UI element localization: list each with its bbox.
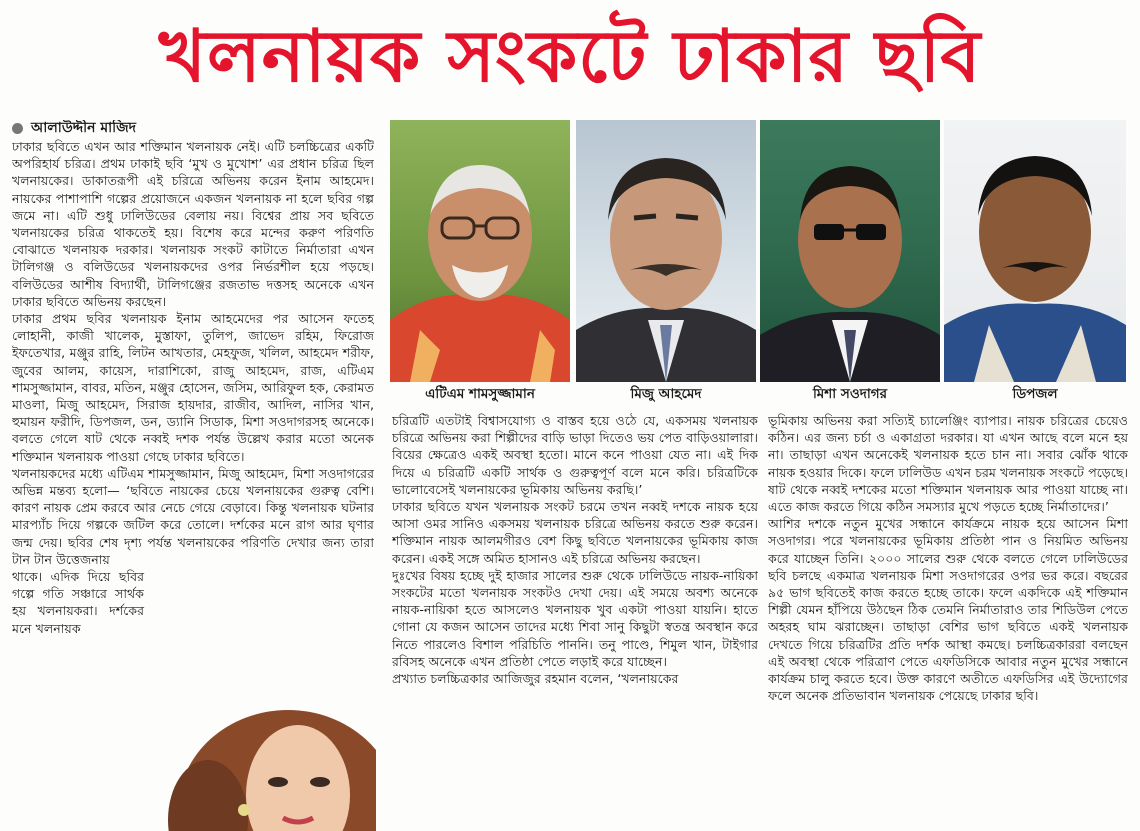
paragraph: ঢাকার ছবিতে যখন খলনায়ক সংকট চরমে তখন নব্বই দশকে নায়ক হয়ে আসা ওমর সানিও একসময় খলনায়ক চরিত্রে অভিনয় করতে শুরু করেন। শক্তিমান নায়ক আলমগীরও বেশ কিছু ছবিতে খলনায়কের ভূমিকায় কাজ করেন। একই সঙ্গে অমিত হাসানও এই চরিত্রে অভিনয় করছেন। (392, 499, 758, 566)
paragraph: ভূমিকায় অভিনয় করা সত্যিই চ্যালেঞ্জিং ব্যাপার। নায়ক চরিত্রের চেয়েও কঠিন। এর জন্য চর্চা ও একাগ্রতা দরকার। যা এখন আছে বলে মনে হয় না। তাছাড়া এখন অনেকেই খলনায়ক হতে চান না। সবার ঝোঁক থাকে নায়ক হওয়ার দিকে। ফলে ঢালিউড এখন চরম খলনায়ক সংকটে পড়েছে। ষাট থেকে নব্বই দশকের মতো শক্তিমান খলনায়ক আর পাওয়া যাচ্ছে না। এতে কাজ করতে গিয়ে কঠিন সমস্যার মুখে পড়তে হচ্ছে নির্মাতাদের।’ (768, 413, 1128, 515)
photo-caption: ডিপজল (1012, 386, 1058, 402)
paragraph: প্রখ্যাত চলচ্চিত্রকার আজিজুর রহমান বলেন, ‘খলনায়কের (392, 671, 679, 687)
photo-miju-ahmed (576, 120, 756, 382)
photo-misha-sawdagor (760, 120, 940, 382)
column-3 (768, 412, 1128, 830)
photo-caption: মিজু আহমেদ (630, 386, 702, 402)
author-name: আলাউদ্দীন মাজিদ (31, 120, 137, 136)
paragraph: খলনায়কদের মধ্যে এটিএম শামসুজ্জামান, মিজু আহমেদ, মিশা সওদাগরের অভিন্ন মন্তব্য হলো— ‘ছবিতে নায়কের চেয়ে খলনায়কের গুরুত্ব বেশি। কারণ নায়ক প্রেম করবে আর নেচে গেয়ে বেড়াবে। কিন্তু খলনায়ক ঘটনার মারপ্যাঁচ দিয়ে গল্পকে জটিল করে তোলে। দর্শকের মনে রাগ আর ঘৃণার জন্ম দেয়। ছবির শেষ দৃশ্য পর্যন্ত খলনায়কের পরিণতি দেখার জন্য তারা টান টান উত্তেজনায় (12, 465, 374, 567)
paragraph: চরিত্রটি এতটাই বিশ্বাসযোগ্য ও বাস্তব হয়ে ওঠে যে, একসময় খলনায়ক চরিত্রে অভিনয় করা শিল্পীদের বাড়ি ভাড়া দিতেও ভয় পেত বাড়িওয়ালারা। বিয়ের ক্ষেত্রেও একই অবস্থা হতো। মানে কনে পাওয়া যেত না। এই দিক দিয়ে এ চরিত্রটি একটি সার্থক ও গুরুত্বপূর্ণ বলে মনে করি। চরিত্রটিকে ভালোবেসেই খলনায়কের ভূমিকায় অভিনয় করছি।’ (392, 413, 758, 497)
man-portrait-image (944, 120, 1126, 382)
photo-atm-shamsuzzaman (390, 120, 570, 382)
paragraph: থাকে। এদিক দিয়ে ছবির গল্পে গতি সঞ্চারে সার্থক হয় খলনায়করা। দর্শকের মনে খলনায়ক (12, 569, 144, 636)
paragraph: আশির দশকে নতুন মুখের সন্ধানে কার্যক্রমে নায়ক হয়ে আসেন মিশা সওদাগর। পরে খলনায়কের ভূমিকায় প্রতিষ্ঠা পান ও নিয়মিত অভিনয় করে যাচ্ছেন তিনি। ২০০০ সালের শুরু থেকে বলতে গেলে ঢালিউডের ছবি চলছে একমাত্র খলনায়ক মিশা সওদাগরের ওপর ভর করে। বছরের ৯৫ ভাগ ছবিতেই কাজ করতে হচ্ছে তাকে। ফলে একদিকে এই শক্তিমান শিল্পী যেমন হাঁপিয়ে উঠছেন ঠিক তেমনি নির্মাতারাও তার শিডিউল পেতে অহরহ ঘাম ঝরাচ্ছেন। তাছাড়া বেশির ভাগ ছবিতে একই খলনায়ক দেখতে গিয়ে চরিত্রটির প্রতি দর্শক আস্থা কমছে। চলচ্চিত্রকাররা বলছেন এই অবস্থা থেকে পরিত্রাণ পেতে এফডিসিকে আবার নতুন মুখের সন্ধানে কার্যক্রম চালু করতে হবে। উক্ত কারণে অতীতে এফডিসির এই উদ্যোগের ফলে অনেক প্রতিভাবান খলনায়ক পেয়েছে ঢাকার ছবি। (768, 516, 1128, 704)
column-2 (392, 412, 758, 830)
man-portrait-image (390, 120, 570, 382)
paragraph: ঢাকার ছবিতে এখন আর শক্তিমান খলনায়ক নেই। এটি চলচ্চিত্রের একটি অপরিহার্য চরিত্র। প্রথম ঢাকাই ছবি ‘মুখ ও মুখোশ’ এর প্রধান চরিত্র ছিল খলনায়কের। ডাকাতরূপী এই চরিত্রে অভিনয় করেন ইনাম আহমেদ। নায়কের পাশাপাশি গল্পের প্রয়োজনে একজন খলনায়ক না হলে ছবির গল্প জমে না। এটি শুধু ঢালিউডের বেলায় নয়। বিশ্বের প্রায় সব ছবিতে খলনায়কের চরিত্র থাকতেই হয়। বিশেষ করে মন্দের করুণ পরিণতি বোঝাতে খলনায়ক দরকার। খলনায়ক সংকট কাটাতে নির্মাতারা এখন টালিগঞ্জ ও বলিউডের খলনায়কদের ওপর নির্ভরশীল হয়ে পড়ছে। বলিউডের আশীষ বিদ্যার্থী, টালিগঞ্জের রজতাভ দত্তসহ অনেকে এখন ঢাকার ছবিতে অভিনয় করছেন। (12, 139, 374, 309)
headline: খলনায়ক সংকটে ঢাকার ছবি (158, 14, 982, 98)
woman-portrait-image (148, 700, 376, 831)
photo-dipjol (944, 120, 1126, 382)
paragraph: ঢাকার প্রথম ছবির খলনায়ক ইনাম আহমেদের পর আসেন ফতেহ লোহানী, কাজী খালেক, মুস্তাফা, তুলিপ, জাভেদ রহিম, ফিরোজ ইফতেখার, মঞ্জুর রাহি, লিটন আখতার, মেহফুজ, খলিল, আহমেদ শরীফ, জুবের আলম, কায়েস, দারাশিকো, রাজু আহমেদ, রাজ, এটিএম শামসুজ্জামান, বাবর, মতিন, মঞ্জুর হোসেন, জসিম, আরিফুল হক, কেরামত মাওলা, মিজু আহমেদ, সিরাজ হায়দার, রাজীব, আদিল, নাসির খান, হুমায়ন ফরীদি, ডিপজল, ডন, ড্যানি সিডাক, মিশা সওদাগরসহ অনেকে। বলতে গেলে ষাট থেকে নব্বই দশক পর্যন্ত উল্লেখ করার মতো অনেক শক্তিমান খলনায়ক পাওয়া গেছে ঢাকার ছবিতে। (12, 311, 374, 464)
man-portrait-image (760, 120, 940, 382)
paragraph: দুঃখের বিষয় হচ্ছে দুই হাজার সালের শুরু থেকে ঢালিউডে নায়ক-নায়িকা সংকটের মতো খলনায়ক সংকটও দেখা দেয়। এই সময়ে অবশ্য অনেকে নায়ক-নায়িকা হতে আসলেও খলনায়ক খুব একটা পাওয়া যায়নি। হাতে গোনা যে কজন আসেন তাদের মধ্যে শিবা সানু কিছুটা স্বতন্ত্র অবস্থান করে নিতে পারলেও বিশাল পরিচিতি পাননি। তনু পাণ্ডে, শিমুল খান, টাইগার রবিসহ অনেকে এখন প্রতিষ্ঠা পেতে লড়াই করে যাচ্ছেন। (392, 567, 758, 669)
photo-caption: এটিএম শামসুজ্জামান (425, 386, 535, 402)
bullet-icon (12, 123, 23, 134)
man-portrait-image (576, 120, 756, 382)
author-line (12, 120, 374, 137)
actress-photo (148, 700, 376, 831)
photo-caption: মিশা সওদাগর (812, 386, 888, 402)
